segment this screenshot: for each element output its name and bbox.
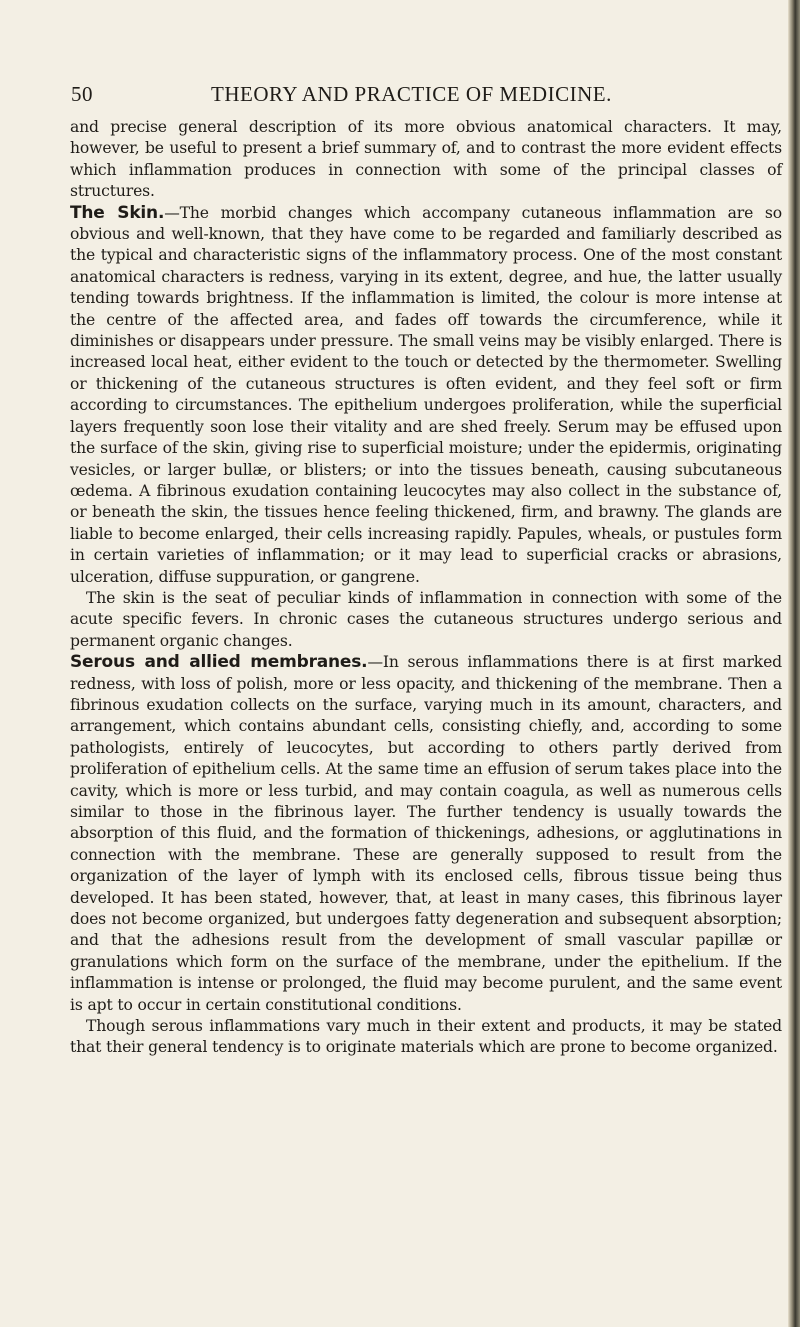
paragraph-text: Though serous inflammations vary much in their extent and products, it may be stated that their general tendency is to originate materials which are prone to become organized. [70, 1017, 782, 1057]
paragraph-text: —The morbid changes which accompany cutaneous inflammation are so obvious and well-known, that they have come to be regarded and familiarly described as the typical and characteristic signs of the inflammatory process. One of the most constant anatomical characters is redness, varying in its extent, degree, and hue, the latter usually tending towards brightness. If the inflammation is limited, the colour is more intense at the centre of the affected area, and fades off towards the circumference, while it diminishes or disappears under pressure. The small veins may be visibly enlarged. There is increased local heat, either evident to the touch or detected by the thermometer. Swelling or thickening of the cutaneous structures is often evident, and they feel soft or firm according to circumstances. The epithelium undergoes proliferation, while the superficial layers frequently soon lose their vitality and are shed freely. Serum may be effused upon the surface of the skin, giving rise to superficial moisture; under the epidermis, originating vesicles, or larger bullæ, or blisters; or into the tissues beneath, causing subcutaneous œdema. A fibrinous exudation containing leucocytes may also collect in the substance of, or beneath the skin, the tissues hence feeling thickened, firm, and brawny. The glands are liable to become enlarged, their cells increasing rapidly. Papules, wheals, or pustules form in certain varieties of inflammation; or it may lead to superficial cracks or abrasions, ulceration, diffuse suppuration, or gangrene. [70, 203, 782, 586]
paragraph-text: and precise general description of its more obvious anatomical characters. It may, however, be useful to present a brief summary of, and to contrast the more evident effects which inflammation produces in connection with some of the principal classes of structures. [70, 118, 782, 201]
paragraph-skin [70, 203, 782, 588]
section-heading-skin: The Skin. [70, 202, 165, 223]
paragraph-text: The skin is the seat of peculiar kinds of inflammation in connection with some of the acute specific fevers. In chronic cases the cutaneous structures undergo serious and permanent organic changes. [70, 588, 782, 650]
paragraph-skin-specific-fevers [70, 588, 782, 652]
paragraph-serous-tendency [70, 1016, 782, 1059]
page-number: 50 [71, 82, 93, 106]
running-title: THEORY AND PRACTICE OF MEDICINE. [211, 82, 612, 106]
running-header [71, 82, 783, 108]
paragraph-text: —In serous inflammations there is at first marked redness, with loss of polish, more or less opacity, and thickening of the membrane. Then a fibrinous exudation collects on the surface, varying much in its amount, characters, and arrangement, which contains abundant cells, consisting chiefly, and, according to some pathologists, entirely of leucocytes, but according to others partly derived from proliferation of epithelium cells. At the same time an effusion of serum takes place into the cavity, which is more or less turbid, and may contain coagula, as well as numerous cells similar to those in the fibrinous layer. The further tendency is usually towards the absorption of this fluid, and the formation of thickenings, adhesions, or agglutinations in connection with the membrane. These are generally supposed to result from the organization of the layer of lymph with its enclosed cells, fibrous tissue being thus developed. It has been stated, however, that, at least in many cases, this fibrinous layer does not become organized, but undergoes fatty degeneration and subsequent absorption; and that the adhesions result from the development of small vascular papillæ or granulations which form on the surface of the membrane, under the epithelium. If the inflammation is intense or prolonged, the fluid may become purulent, and the same event is apt to occur in certain constitutional conditions. [70, 653, 782, 1014]
page-edge [788, 0, 800, 1327]
paragraph-continuation [70, 117, 782, 203]
body-text [70, 117, 782, 1059]
paragraph-serous [70, 652, 782, 1016]
section-heading-serous: Serous and allied membranes. [70, 652, 368, 673]
